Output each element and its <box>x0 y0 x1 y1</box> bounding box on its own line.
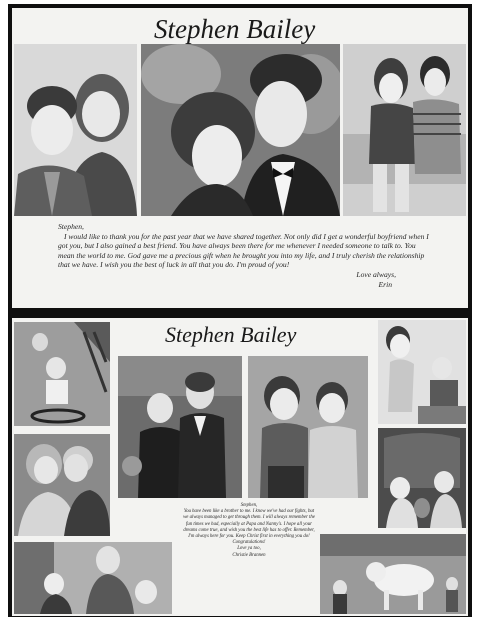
cow-farm-photo <box>320 534 466 614</box>
letter-body: I would like to thank you for the past year that we have shared together. Not only did I get a wonderful boyfriend when I got you, but I also gained a best friend. You have always been there for me whenever I needed someone to talk to. You mean the world to me. God gave me a precious gift when he brought you into my life, and I truly cherish the relationship that we have. I wish you the best of luck in all that you do. I'm proud of you! <box>58 231 429 270</box>
baby-elder-photo <box>14 542 172 614</box>
two-boys-photo <box>248 356 368 498</box>
letter-signature: Christie Brannen <box>232 552 266 558</box>
couple-photo-center <box>141 44 340 216</box>
letter-closing: Love always, <box>356 269 396 279</box>
bottom-tribute-panel <box>12 318 468 616</box>
couple-photo-left <box>14 44 137 216</box>
tribute-letter <box>58 222 432 289</box>
letter-body: You have been like a brother to me. I know we've had our fights, but we always managed to get through them. I will always remember the fun times we had, especially at Papa and Nanny's. I hope all your dreams come true, and wish you the best life has to offer. Remember, I'm always here for you. Keep Christ first in everything you do! Congratulations! <box>183 509 315 546</box>
page-title: Stephen Bailey <box>154 14 316 44</box>
page-title: Stephen Bailey <box>165 322 297 347</box>
letter-salutation: Stephen, <box>58 222 84 231</box>
letter-closing: Love ya too, <box>237 546 261 552</box>
couple-photo-right <box>343 44 466 216</box>
top-tribute-panel <box>12 8 468 308</box>
letter-signature: Erin <box>378 279 392 289</box>
tribute-letter <box>182 503 316 559</box>
boys-uniform-photo <box>118 356 242 498</box>
grandparents-photo <box>14 434 110 536</box>
toddler-walker-photo <box>14 322 110 426</box>
letter-salutation: Stephen, <box>240 503 258 508</box>
girl-toy-photo <box>378 320 466 424</box>
kids-chair-photo <box>378 428 466 528</box>
